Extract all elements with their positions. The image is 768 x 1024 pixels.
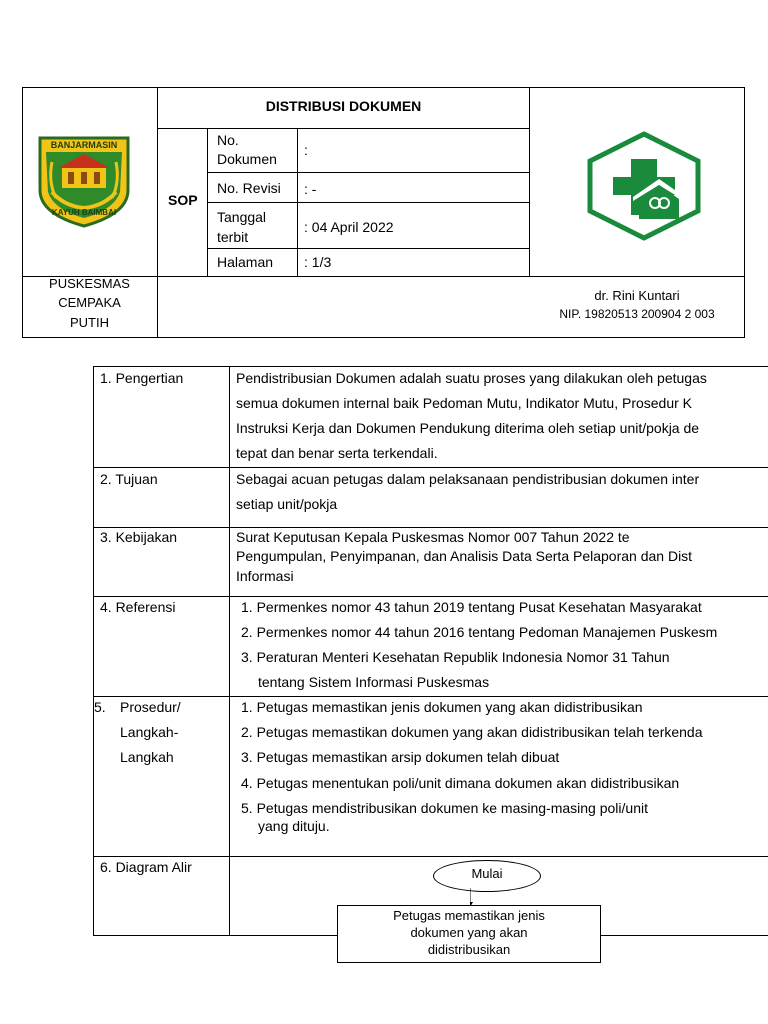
logo-bottom-text: KAYUH BAIMBAI xyxy=(51,208,117,217)
procedure-step: 2. Petugas memastikan dokumen yang akan didistribusikan telah terkenda xyxy=(241,724,703,740)
org-name: CEMPAKA xyxy=(58,295,121,310)
section-text: Pengumpulan, Penyimpanan, dan Analisis Data Serta Pelaporan dan Dist xyxy=(236,548,693,564)
section-label: 6. Diagram Alir xyxy=(100,859,192,875)
section-text: Sebagai acuan petugas dalam pelaksanaan pendistribusian dokumen inter xyxy=(236,471,700,487)
section-label: Prosedur/ xyxy=(120,699,181,715)
section-label: 3. Kebijakan xyxy=(100,529,178,545)
reference-item: 1. Permenkes nomor 43 tahun 2019 tentang Pusat Kesehatan Masyarakat xyxy=(241,599,702,615)
procedure-step: 5. Petugas mendistribusikan dokumen ke masing-masing poli/unit xyxy=(241,800,648,816)
meta-label: Tanggal xyxy=(217,209,267,225)
meta-label: Dokumen xyxy=(217,151,277,167)
section-text: semua dokumen internal baik Pedoman Mutu, Indikator Mutu, Prosedur K xyxy=(236,395,693,411)
meta-value: : xyxy=(304,142,308,158)
procedure-step: yang dituju. xyxy=(258,818,330,834)
signer-nip: NIP. 19820513 200904 2 003 xyxy=(559,307,715,321)
meta-label: No. Revisi xyxy=(217,180,281,196)
reference-item: 2. Permenkes nomor 44 tahun 2016 tentang Pedoman Manajemen Puskesm xyxy=(241,624,718,640)
section-text: Informasi xyxy=(236,568,294,584)
header-divider xyxy=(207,248,530,249)
table-row-divider xyxy=(93,856,768,857)
meta-value: : 1/3 xyxy=(304,254,332,270)
header-divider xyxy=(157,128,530,129)
meta-value: : - xyxy=(304,181,317,197)
document-title: DISTRIBUSI DOKUMEN xyxy=(265,98,422,114)
meta-label: terbit xyxy=(217,229,249,245)
flow-process-text: dokumen yang akan xyxy=(410,925,528,940)
section-text: setiap unit/pokja xyxy=(236,496,338,512)
procedure-step: 1. Petugas memastikan jenis dokumen yang akan didistribusikan xyxy=(241,699,643,715)
section-text: tepat dan benar serta terkendali. xyxy=(236,445,438,461)
section-text: Surat Keputusan Kepala Puskesmas Nomor 007 Tahun 2022 te xyxy=(236,529,630,545)
table-row-divider xyxy=(93,467,768,468)
org-name: PUSKESMAS xyxy=(49,276,130,291)
org-name: PUTIH xyxy=(70,315,109,330)
section-label: 1. Pengertian xyxy=(100,370,184,386)
sop-label: SOP xyxy=(168,192,198,208)
section-label: 2. Tujuan xyxy=(100,471,158,487)
banjarmasin-logo xyxy=(34,132,134,228)
flow-start-label: Mulai xyxy=(471,866,503,881)
flow-process-text: Petugas memastikan jenis xyxy=(393,908,545,923)
meta-label: Halaman xyxy=(217,254,274,270)
meta-value: : 04 April 2022 xyxy=(304,219,394,235)
logo-top-text: BANJARMASIN xyxy=(50,140,118,150)
procedure-step: 4. Petugas menentukan poli/unit dimana dokumen akan didistribusikan xyxy=(241,775,680,791)
section-label: 4. Referensi xyxy=(100,599,176,615)
table-column-divider xyxy=(229,366,230,936)
meta-label: No. xyxy=(217,132,239,148)
header-divider xyxy=(207,202,530,203)
section-label: Langkah xyxy=(120,749,174,765)
section-text: Instruksi Kerja dan Dokumen Pendukung diterima oleh setiap unit/pokja de xyxy=(236,420,700,436)
reference-item: 3. Peraturan Menteri Kesehatan Republik Indonesia Nomor 31 Tahun xyxy=(241,649,670,665)
signer-name: dr. Rini Kuntari xyxy=(594,288,680,303)
flow-process-text: didistribusikan xyxy=(427,942,511,957)
section-label: 5. xyxy=(94,699,106,715)
procedure-step: 3. Petugas memastikan arsip dokumen telah dibuat xyxy=(241,749,560,765)
header-divider xyxy=(157,87,158,338)
reference-item: tentang Sistem Informasi Puskesmas xyxy=(258,674,490,690)
puskesmas-logo xyxy=(585,131,703,241)
header-divider xyxy=(207,172,530,173)
section-label: Langkah- xyxy=(120,724,179,740)
section-text: Pendistribusian Dokumen adalah suatu proses yang dilakukan oleh petugas xyxy=(236,370,707,386)
